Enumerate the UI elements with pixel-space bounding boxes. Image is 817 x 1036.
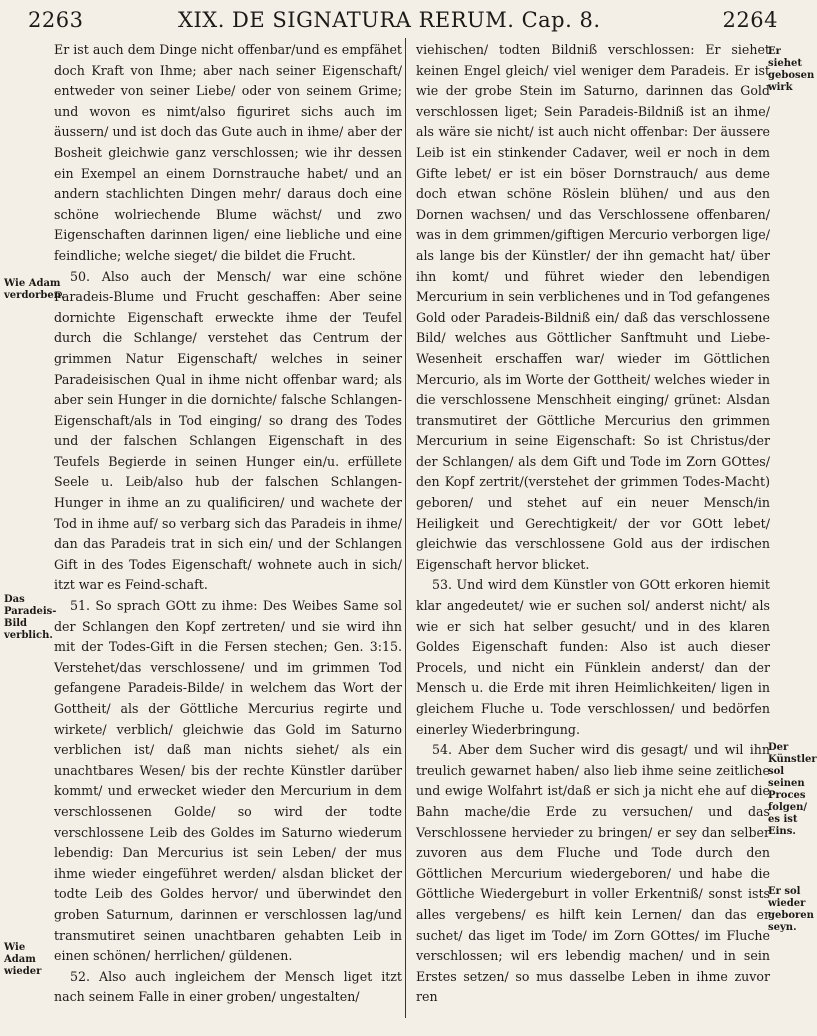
margin-note: Er siehet gebosen wirk <box>768 46 815 93</box>
page-number-right: 2264 <box>722 8 778 32</box>
paragraph: Er ist auch dem Dinge nicht offenbar/und es empfähet doch Kraft von Ihme; aber nach seiner Eigenschaft/ entweder von seiner Liebe/ oder von seinem Grime; und wovon es nimt/also figuriret sichs auch im äussern/ und ist doch das Gute auch in ihme/ aber der Bosheit gleichwie ganz verschlossen; wie ihr dessen ein Exempel an einem Dornstrauche habet/ und an andern stachlichten Dingen mehr/ daraus doch eine schöne wolriechende Blume wächst/ und zwo Eigenschaften darinnen ligen/ eine liebliche und eine feindliche; welche sieget/ die bildet die Frucht. <box>54 42 402 263</box>
paragraph: 52. Also auch ingleichem der Mensch liget itzt nach seinem Falle in einer groben/ ungestalten/ <box>54 968 402 1005</box>
running-title: XIX. DE SIGNATURA RERUM. Cap. 8. <box>178 8 601 32</box>
margin-note: Wie Adam wieder <box>4 942 42 977</box>
page-header <box>28 6 778 36</box>
margin-note: Der Künstler sol seinen Proces folgen/ es ist Eins. <box>768 742 817 837</box>
column-divider <box>405 38 406 1018</box>
paragraph: 50. Also auch der Mensch/ war eine schöne Paradeis-Blume und Frucht geschaffen: Aber seine dornichte Eigenschaft erweckte ihme der Teufel durch die Schlange/ verstehet das Centrum der grimmen Natur Eigenschaft/ welches in seiner Paradeisischen Qual in ihme nicht offenbar ward; als aber sein Hunger in die dornichte/ falsche Schlangen-Eigenschaft/als in Tod einging/ so drang des Todes und der falschen Schlangen Eigenschaft in des Teufels Begierde in seinen Hunger ein/u. erfüllete Seele u. Leib/also hub der falschen Schlangen-Hunger in ihme an zu qualificiren/ und wachete der Tod in ihme auf/ so verbarg sich das Paradeis in ihme/ dan das Paradeis trat in sich ein/ und der Schlangen Gift in des Todes Eigenschaft/ wohnete auch in sich/ itzt war es Feind-schaft. <box>54 268 402 593</box>
paragraph: viehischen/ todten Bildniß verschlossen: Er siehet keinen Engel gleich/ viel weniger dem Paradeis. Er ist wie der grobe Stein im Saturno, darinnen das Gold verschlossen liget; Sein Paradeis-Bildniß ist an ihme/ als wäre sie nicht/ ist auch nicht offenbar: Der äussere Leib ist ein stinkender Cadaver, weil er noch in dem Gifte lebet/ er ist ein böser Dornstrauch/ aus deme doch etwan schöne Röslein blühen/ und aus den Dornen wachsen/ und das Verschlossene offenbaren/ was in dem grimmen/giftigen Mercurio verborgen lige/ als lange bis der Künstler/ der ihn gemacht hat/ über ihn komt/ und führet wieder den lebendigen Mercurium in sein verblichenes und in Tod gefangenes Gold oder Paradeis-Bildniß ein/ daß das verschlossene Bild/ welches aus Göttlicher Sanftmuht und Liebe-Wesenheit erschaffen war/ wieder im Göttlichen Mercurio, als im Worte der Gottheit/ welches wieder in die verschlossene Menschheit einging/ grünet: Alsdan transmutiret der Göttliche Mercurius den grimmen Mercurium in seine Eigenschaft: So ist Christus/der der Schlangen/ als dem Gift und Tode im Zorn GOttes/ den Kopf zertrit/(verstehet der grimmen Todes-Macht) geboren/ und stehet auf ein neuer Mensch/in Heiligkeit und Gerechtigkeit/ der vor GOtt lebet/ gleichwie das verschlossene Gold aus der irdischen Eigenschaft hervor blicket. <box>416 42 770 572</box>
paragraph: 53. Und wird dem Künstler von GOtt erkoren hiemit klar angedeutet/ wie er suchen sol/ anderst nicht/ als wie er sich hat selber gesucht/ und in des klaren Goldes Eigenschaft funden: Also ist auch dieser Procels, und nicht ein Fünklein anderst/ dan der Mensch u. die Erde mit ihren Heimlichkeiten/ ligen in gleichem Fluche u. Tode verschlossen/ und bedörfen einerley Wiederbringung. <box>416 577 770 737</box>
paragraph: 54. Aber dem Sucher wird dis gesagt/ und wil ihn treulich gewarnet haben/ also lieb ihme seine zeitliche und ewige Wolfahrt ist/daß er sich ja nicht ehe auf die Bahn mache/die Erde zu versuchen/ und das Verschlossene hervieder zu bringen/ er sey dan selber zuvoren aus dem Fluche und Tode durch den Göttlichen Mercurium wiedergeboren/ und habe die Göttliche Wiedergeburt in voller Erkentniß/ sonst ists alles vergebens/ es hilft kein Lernen/ dan das er suchet/ das liget im Tode/ im Zorn GOttes/ im Fluche verschlossen; wil ers lebendig machen/ und in sein Erstes setzen/ so mus dasselbe Leben in ihme zuvor ren <box>416 742 770 1005</box>
margin-note: Er sol wieder geboren seyn. <box>768 886 814 933</box>
paragraph: 51. So sprach GOtt zu ihme: Des Weibes Same sol der Schlangen den Kopf zertreten/ und sie wird ihn mit der Todes-Gift in die Fersen stechen; Gen. 3:15. Verstehet/das verschlossene/ und im grimmen Tod gefangene Paradeis-Bilde/ in welchem das Wort der Gottheit/ als der Göttliche Mercurius regirte und wirkete/ verblich/ gleichwie das Gold im Saturno verblichen ist/ daß man nichts siehet/ als ein unachtbares Wesen/ bis der rechte Künstler darüber kommt/ und erwecket wieder den Mercurium in dem verschlossenen Golde/ so wird der todte verschlossene Leib des Goldes im Saturno wiederum lebendig: Dan Mercurius ist sein Leben/ der mus ihme wieder eingeführet werden/ alsdan blicket der todte Leib des Goldes hervor/ und überwindet den groben Saturnum, darinnen er verschlossen lag/und transmutiret seinen unachtbaren gehabten Leib in einen schönen/ herrlichen/ güldenen. <box>54 598 402 964</box>
right-column <box>416 40 770 1008</box>
margin-note: Das Paradeis-Bild verblich. <box>4 594 57 641</box>
margin-note: Wie Adam verdorben. <box>4 278 65 301</box>
page-number-left: 2263 <box>28 8 84 32</box>
left-column <box>54 40 402 1008</box>
